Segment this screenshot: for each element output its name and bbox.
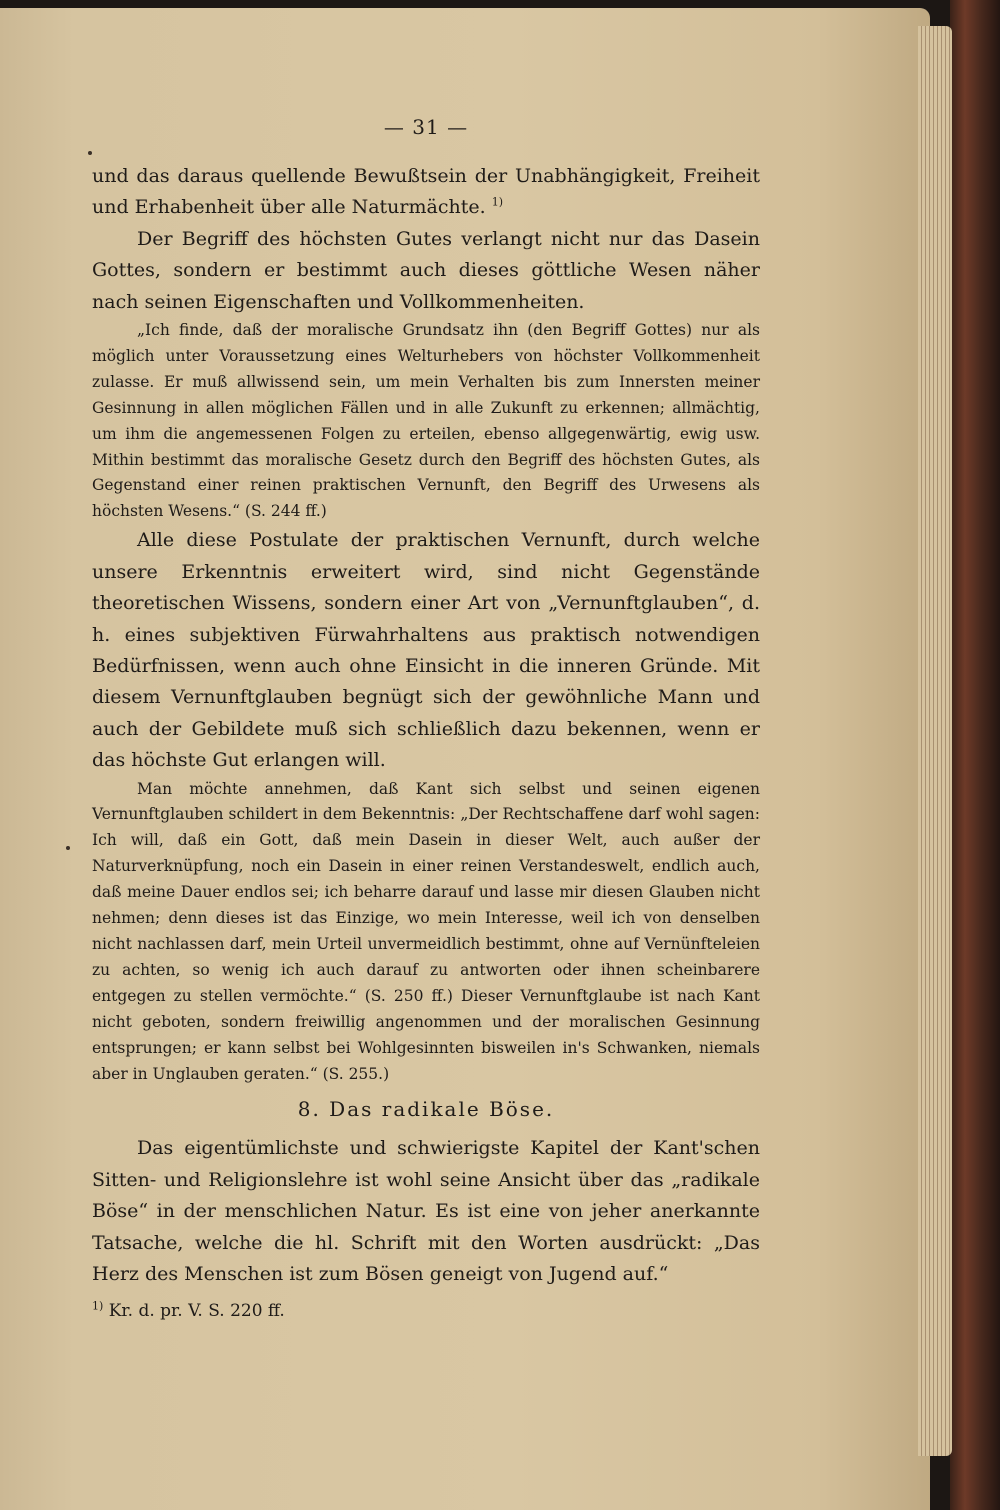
paragraph: Der Begriff des höchsten Gutes verlangt nicht nur das Dasein Gottes, sondern er bestimmt auch dieses göttliche Wesen näher nach seinen Eigenschaften und Vollkommenheiten. — [92, 227, 760, 313]
book-cover-edge — [950, 0, 1000, 1510]
footnote-marker: 1) — [92, 1299, 104, 1313]
footnote-reference: 1) — [491, 196, 503, 210]
paragraph: Alle diese Postulate der praktischen Vernunft, durch welche unsere Erkenntnis erweitert wird, sind nicht Gegenstände theoretischen Wissens, sondern einer Art von „Vernunftglauben“, d. h. eines subjektiven Fürwahrhaltens aus praktisch notwendigen Bedürfnissen, wenn auch ohne Einsicht in die inneren Gründe. Mit diesem Vernunftglauben begnügt sich der gewöhnliche Mann und auch der Gebildete muß sich schließlich dazu bekennen, wenn er das höchste Gut erlangen will. — [92, 529, 760, 772]
paragraph: Das eigentümlichste und schwierigste Kapitel der Kant'schen Sitten- und Religionslehre ist wohl seine Ansicht über das „radikale Böse“ in der menschlichen Natur. Es ist eine von jeher anerkannte Tatsache, welche die hl. Schrift mit den Worten ausdrückt: „Das Herz des Menschen ist zum Bösen geneigt von Jugend auf.“ — [92, 1137, 760, 1286]
page-text — [92, 115, 760, 1324]
quotation: Man möchte annehmen, daß Kant sich selbst und seinen eigenen Vernunftglauben schildert in dem Bekenntnis: „Der Rechtschaffene darf wohl sagen: Ich will, daß ein Gott, daß mein Dasein in dieser Welt, auch außer der Naturverknüpfung, noch ein Dasein in einer reinen Verstandeswelt, endlich auch, daß meine Dauer endlos sei; ich beharre darauf und lasse mir diesen Glauben nicht nehmen; denn dieses ist das Einzige, wo mein Interesse, weil ich von denselben nicht nachlassen darf, mein Urteil unvermeidlich bestimmt, ohne auf Vernünfteleien zu achten, so wenig ich auch darauf zu antworten oder ihnen scheinbarere entgegen zu stellen vermöchte.“ (S. 250 ff.) Dieser Vernunftglaube ist nach Kant nicht geboten, sondern freiwillig angenommen und der moralischen Gesinnung entsprungen; er kann selbst bei Wohlgesinnten bisweilen in's Schwanken, niemals aber in Unglauben geraten.“ (S. 255.) — [92, 779, 760, 1083]
ink-speck — [66, 846, 70, 850]
footnote-text: Kr. d. pr. V. S. 220 ff. — [108, 1301, 285, 1322]
paragraph — [92, 161, 760, 224]
quotation: „Ich finde, daß der moralische Grundsatz ihn (den Begriff Gottes) nur als möglich unter Voraussetzung eines Welturhebers von höchster Vollkommenheit zulasse. Er muß allwissend sein, um mein Verhalten bis zum Innersten meiner Gesinnung in allen möglichen Fällen und in alle Zukunft zu erkennen; allmächtig, um ihm die angemessenen Folgen zu erteilen, ebenso allgegenwärtig, ewig usw. Mithin bestimmt das moralische Gesetz durch den Begriff des höchsten Gutes, als Gegenstand einer reinen praktischen Vernunft, den Begriff des Urwesens als höchsten Wesens.“ (S. 244 ff.) — [92, 321, 760, 521]
page-edges — [918, 26, 952, 1456]
footnote — [92, 1296, 760, 1324]
page-number: — 31 — — [383, 115, 469, 139]
section-heading: 8. Das radikale Böse. — [297, 1097, 555, 1122]
paragraph-text: und das daraus quellende Bewußtsein der Unabhängigkeit, Freiheit und Erhabenheit über alle Naturmächte. — [92, 165, 760, 219]
